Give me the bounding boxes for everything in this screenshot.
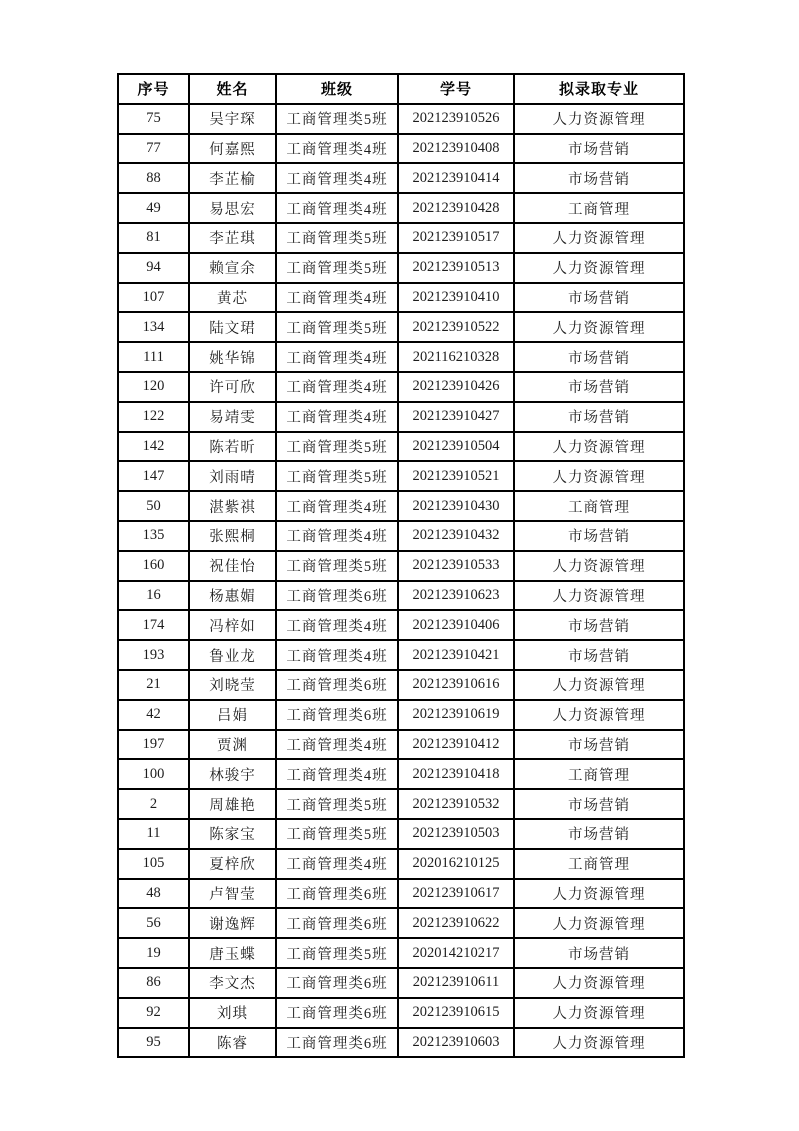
cell-name: 林骏宇 xyxy=(189,759,276,789)
cell-class: 工商管理类4班 xyxy=(276,610,398,640)
cell-class: 工商管理类4班 xyxy=(276,402,398,432)
table-row xyxy=(118,908,684,938)
cell-student-id: 202123910617 xyxy=(398,879,514,909)
cell-name: 李芷琪 xyxy=(189,223,276,253)
cell-class: 工商管理类6班 xyxy=(276,670,398,700)
cell-index: 193 xyxy=(118,640,189,670)
cell-index: 56 xyxy=(118,908,189,938)
cell-class: 工商管理类5班 xyxy=(276,104,398,134)
cell-student-id: 202123910428 xyxy=(398,193,514,223)
column-header-class: 班级 xyxy=(276,74,398,104)
cell-class: 工商管理类4班 xyxy=(276,730,398,760)
table-row xyxy=(118,432,684,462)
cell-name: 陈若昕 xyxy=(189,432,276,462)
column-header-name: 姓名 xyxy=(189,74,276,104)
table-row xyxy=(118,104,684,134)
table-row xyxy=(118,342,684,372)
cell-student-id: 202123910503 xyxy=(398,819,514,849)
cell-class: 工商管理类4班 xyxy=(276,491,398,521)
table-row xyxy=(118,461,684,491)
cell-class: 工商管理类4班 xyxy=(276,283,398,313)
cell-major: 人力资源管理 xyxy=(514,908,684,938)
cell-name: 鲁业龙 xyxy=(189,640,276,670)
cell-student-id: 202123910532 xyxy=(398,789,514,819)
cell-index: 92 xyxy=(118,998,189,1028)
cell-major: 人力资源管理 xyxy=(514,312,684,342)
cell-index: 107 xyxy=(118,283,189,313)
cell-index: 120 xyxy=(118,372,189,402)
cell-name: 刘琪 xyxy=(189,998,276,1028)
cell-index: 111 xyxy=(118,342,189,372)
cell-major: 人力资源管理 xyxy=(514,432,684,462)
cell-major: 市场营销 xyxy=(514,938,684,968)
cell-major: 人力资源管理 xyxy=(514,223,684,253)
cell-major: 市场营销 xyxy=(514,640,684,670)
table-row xyxy=(118,491,684,521)
table-row xyxy=(118,789,684,819)
cell-major: 工商管理 xyxy=(514,759,684,789)
cell-student-id: 202123910408 xyxy=(398,134,514,164)
cell-index: 174 xyxy=(118,610,189,640)
cell-name: 谢逸辉 xyxy=(189,908,276,938)
table-row xyxy=(118,402,684,432)
cell-index: 122 xyxy=(118,402,189,432)
cell-name: 卢智莹 xyxy=(189,879,276,909)
cell-index: 50 xyxy=(118,491,189,521)
cell-index: 95 xyxy=(118,1028,189,1058)
cell-major: 市场营销 xyxy=(514,134,684,164)
cell-index: 16 xyxy=(118,581,189,611)
cell-class: 工商管理类5班 xyxy=(276,819,398,849)
cell-class: 工商管理类6班 xyxy=(276,968,398,998)
cell-major: 人力资源管理 xyxy=(514,968,684,998)
cell-class: 工商管理类4班 xyxy=(276,134,398,164)
cell-major: 市场营销 xyxy=(514,402,684,432)
cell-name: 杨惠媚 xyxy=(189,581,276,611)
cell-student-id: 202123910432 xyxy=(398,521,514,551)
cell-name: 刘晓莹 xyxy=(189,670,276,700)
table-row xyxy=(118,670,684,700)
cell-student-id: 202123910622 xyxy=(398,908,514,938)
cell-index: 142 xyxy=(118,432,189,462)
cell-major: 人力资源管理 xyxy=(514,700,684,730)
cell-major: 人力资源管理 xyxy=(514,104,684,134)
column-header-major: 拟录取专业 xyxy=(514,74,684,104)
cell-index: 147 xyxy=(118,461,189,491)
cell-class: 工商管理类5班 xyxy=(276,551,398,581)
cell-major: 市场营销 xyxy=(514,163,684,193)
cell-major: 人力资源管理 xyxy=(514,1028,684,1058)
cell-major: 人力资源管理 xyxy=(514,461,684,491)
cell-index: 11 xyxy=(118,819,189,849)
cell-student-id: 202123910410 xyxy=(398,283,514,313)
cell-name: 夏梓欣 xyxy=(189,849,276,879)
cell-major: 人力资源管理 xyxy=(514,670,684,700)
cell-index: 21 xyxy=(118,670,189,700)
cell-major: 人力资源管理 xyxy=(514,551,684,581)
cell-major: 市场营销 xyxy=(514,372,684,402)
cell-class: 工商管理类4班 xyxy=(276,193,398,223)
cell-class: 工商管理类6班 xyxy=(276,908,398,938)
cell-student-id: 202123910517 xyxy=(398,223,514,253)
cell-major: 市场营销 xyxy=(514,342,684,372)
cell-name: 湛紫祺 xyxy=(189,491,276,521)
cell-index: 94 xyxy=(118,253,189,283)
cell-index: 75 xyxy=(118,104,189,134)
cell-name: 陈睿 xyxy=(189,1028,276,1058)
table-row xyxy=(118,253,684,283)
cell-class: 工商管理类5班 xyxy=(276,432,398,462)
cell-name: 陈家宝 xyxy=(189,819,276,849)
table-row xyxy=(118,521,684,551)
table-row xyxy=(118,968,684,998)
cell-name: 许可欣 xyxy=(189,372,276,402)
cell-name: 祝佳怡 xyxy=(189,551,276,581)
table-row xyxy=(118,283,684,313)
cell-name: 何嘉熙 xyxy=(189,134,276,164)
cell-student-id: 202014210217 xyxy=(398,938,514,968)
cell-major: 人力资源管理 xyxy=(514,253,684,283)
cell-index: 42 xyxy=(118,700,189,730)
cell-class: 工商管理类5班 xyxy=(276,461,398,491)
cell-student-id: 202123910623 xyxy=(398,581,514,611)
cell-student-id: 202123910421 xyxy=(398,640,514,670)
cell-class: 工商管理类5班 xyxy=(276,789,398,819)
cell-name: 易靖雯 xyxy=(189,402,276,432)
cell-name: 李文杰 xyxy=(189,968,276,998)
cell-major: 工商管理 xyxy=(514,491,684,521)
cell-student-id: 202123910522 xyxy=(398,312,514,342)
cell-index: 105 xyxy=(118,849,189,879)
cell-name: 李芷榆 xyxy=(189,163,276,193)
cell-class: 工商管理类6班 xyxy=(276,998,398,1028)
cell-index: 49 xyxy=(118,193,189,223)
cell-class: 工商管理类4班 xyxy=(276,521,398,551)
table-row xyxy=(118,163,684,193)
cell-class: 工商管理类4班 xyxy=(276,372,398,402)
table-row xyxy=(118,551,684,581)
cell-major: 人力资源管理 xyxy=(514,581,684,611)
cell-class: 工商管理类4班 xyxy=(276,163,398,193)
column-header-index: 序号 xyxy=(118,74,189,104)
table-body xyxy=(118,104,684,1058)
cell-index: 81 xyxy=(118,223,189,253)
table-row xyxy=(118,879,684,909)
cell-student-id: 202123910426 xyxy=(398,372,514,402)
table-row xyxy=(118,223,684,253)
table-row xyxy=(118,849,684,879)
cell-student-id: 202123910526 xyxy=(398,104,514,134)
cell-class: 工商管理类4班 xyxy=(276,849,398,879)
cell-major: 工商管理 xyxy=(514,193,684,223)
cell-index: 77 xyxy=(118,134,189,164)
cell-index: 88 xyxy=(118,163,189,193)
cell-class: 工商管理类5班 xyxy=(276,938,398,968)
cell-student-id: 202116210328 xyxy=(398,342,514,372)
cell-student-id: 202123910513 xyxy=(398,253,514,283)
cell-student-id: 202123910611 xyxy=(398,968,514,998)
cell-name: 唐玉蝶 xyxy=(189,938,276,968)
table-row xyxy=(118,372,684,402)
table-row xyxy=(118,312,684,342)
cell-student-id: 202123910533 xyxy=(398,551,514,581)
cell-class: 工商管理类6班 xyxy=(276,700,398,730)
cell-student-id: 202123910406 xyxy=(398,610,514,640)
table-row xyxy=(118,610,684,640)
cell-student-id: 202123910521 xyxy=(398,461,514,491)
cell-student-id: 202123910430 xyxy=(398,491,514,521)
cell-student-id: 202123910418 xyxy=(398,759,514,789)
table-row xyxy=(118,134,684,164)
cell-name: 黄芯 xyxy=(189,283,276,313)
table-row xyxy=(118,819,684,849)
table-header-row xyxy=(118,74,684,104)
cell-name: 赖宣余 xyxy=(189,253,276,283)
cell-student-id: 202016210125 xyxy=(398,849,514,879)
cell-name: 冯梓如 xyxy=(189,610,276,640)
cell-index: 197 xyxy=(118,730,189,760)
table-row xyxy=(118,581,684,611)
cell-class: 工商管理类5班 xyxy=(276,223,398,253)
table-row xyxy=(118,1028,684,1058)
cell-class: 工商管理类4班 xyxy=(276,640,398,670)
table-row xyxy=(118,640,684,670)
cell-student-id: 202123910504 xyxy=(398,432,514,462)
column-header-student-id: 学号 xyxy=(398,74,514,104)
cell-major: 市场营销 xyxy=(514,283,684,313)
cell-name: 贾渊 xyxy=(189,730,276,760)
cell-index: 135 xyxy=(118,521,189,551)
cell-student-id: 202123910619 xyxy=(398,700,514,730)
cell-student-id: 202123910414 xyxy=(398,163,514,193)
cell-class: 工商管理类4班 xyxy=(276,342,398,372)
cell-class: 工商管理类6班 xyxy=(276,879,398,909)
cell-major: 人力资源管理 xyxy=(514,998,684,1028)
cell-index: 100 xyxy=(118,759,189,789)
cell-student-id: 202123910603 xyxy=(398,1028,514,1058)
cell-class: 工商管理类6班 xyxy=(276,1028,398,1058)
cell-class: 工商管理类5班 xyxy=(276,312,398,342)
cell-major: 市场营销 xyxy=(514,819,684,849)
cell-name: 易思宏 xyxy=(189,193,276,223)
table-row xyxy=(118,193,684,223)
table-row xyxy=(118,700,684,730)
cell-major: 市场营销 xyxy=(514,730,684,760)
cell-major: 市场营销 xyxy=(514,789,684,819)
cell-name: 吴宇琛 xyxy=(189,104,276,134)
cell-index: 19 xyxy=(118,938,189,968)
cell-index: 2 xyxy=(118,789,189,819)
table-row xyxy=(118,998,684,1028)
cell-class: 工商管理类5班 xyxy=(276,253,398,283)
cell-name: 刘雨晴 xyxy=(189,461,276,491)
cell-student-id: 202123910412 xyxy=(398,730,514,760)
cell-major: 工商管理 xyxy=(514,849,684,879)
cell-major: 市场营销 xyxy=(514,521,684,551)
cell-student-id: 202123910615 xyxy=(398,998,514,1028)
cell-major: 市场营销 xyxy=(514,610,684,640)
cell-student-id: 202123910616 xyxy=(398,670,514,700)
cell-major: 人力资源管理 xyxy=(514,879,684,909)
cell-name: 姚华锦 xyxy=(189,342,276,372)
table-row xyxy=(118,730,684,760)
cell-index: 160 xyxy=(118,551,189,581)
cell-student-id: 202123910427 xyxy=(398,402,514,432)
cell-name: 张熙桐 xyxy=(189,521,276,551)
table-row xyxy=(118,759,684,789)
table-row xyxy=(118,938,684,968)
admission-table xyxy=(117,73,685,1058)
cell-name: 吕娟 xyxy=(189,700,276,730)
cell-index: 48 xyxy=(118,879,189,909)
cell-name: 周雄艳 xyxy=(189,789,276,819)
cell-class: 工商管理类6班 xyxy=(276,581,398,611)
cell-index: 86 xyxy=(118,968,189,998)
cell-index: 134 xyxy=(118,312,189,342)
cell-class: 工商管理类4班 xyxy=(276,759,398,789)
cell-name: 陆文珺 xyxy=(189,312,276,342)
